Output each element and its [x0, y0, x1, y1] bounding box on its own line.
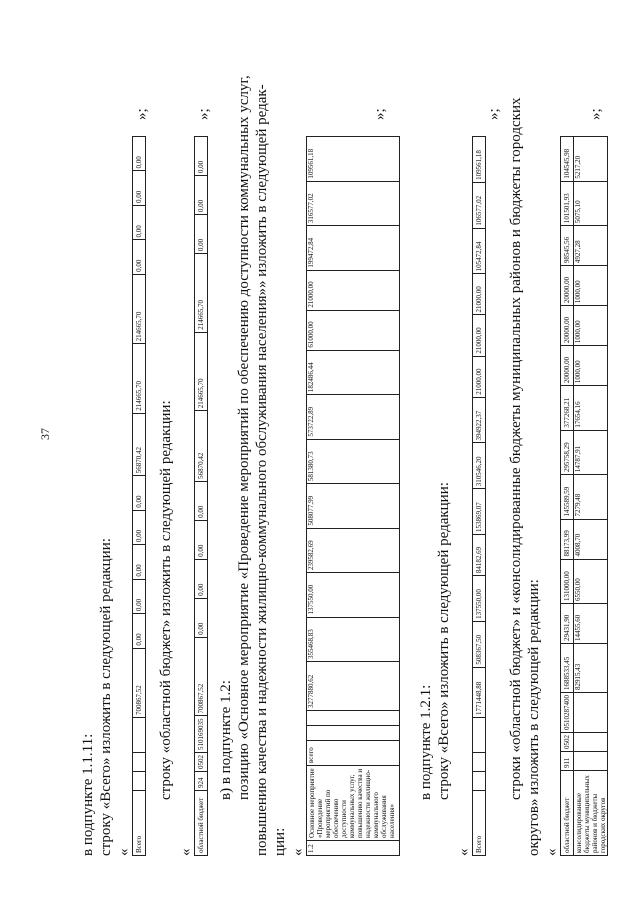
table-cell: 510169035	[195, 716, 208, 753]
table-cell: 109561,18	[473, 137, 486, 183]
table-cell: Всего	[473, 791, 486, 856]
table-cell: 20000,00	[561, 306, 574, 346]
table-cell: 84182,69	[473, 535, 486, 576]
table-cell: 911	[561, 752, 574, 771]
table-cell	[473, 718, 486, 753]
open-quote: «	[456, 848, 472, 856]
instruction-text: строки «областной бюджет» и «консолидированные бюджеты муниципальных районов и бюджеты городских	[508, 97, 524, 800]
table-vsego-121	[472, 136, 486, 856]
instruction-text: повышению качества и надежности жилищно-коммунального обслуживания населения»» изложить в следующей редак-	[254, 84, 270, 856]
table-cell: 0,00	[133, 510, 146, 544]
table-cell: 1000,00	[574, 306, 608, 346]
open-quote: «	[290, 848, 306, 856]
subpoint-heading: в) в подпункте 1.2:	[218, 680, 234, 800]
table-cell: 0502	[195, 753, 208, 772]
table-row	[574, 137, 608, 856]
table-osnovnoe-12	[306, 136, 400, 856]
table-cell: 5217,20	[574, 137, 608, 182]
table-cell: 21000,00	[473, 274, 486, 315]
table-cell: 0,00	[133, 171, 146, 205]
table-cell: 182486,44	[307, 350, 400, 394]
table-cell: 355468,83	[307, 617, 400, 661]
table-cell: 21000,00	[473, 356, 486, 397]
table-cell: 145589,59	[561, 475, 574, 519]
table-cell: 17654,16	[574, 386, 608, 430]
table-cell: 394922,37	[473, 397, 486, 443]
table-cell: 0,00	[133, 205, 146, 239]
table-cell: 56870,42	[195, 411, 208, 482]
table-cell: 1000,00	[574, 346, 608, 386]
rotated-page	[72, 60, 632, 860]
table-cell: Основное мероприятие «Проведение мероприятий по обеспечению доступности коммунальных услуг, повышению качества и надежности жилищно-коммунального обслуживания населения»	[307, 766, 400, 841]
table-cell: 137550,00	[473, 576, 486, 622]
page-number: 37	[38, 428, 52, 440]
table-cell	[133, 718, 146, 753]
table-cell: 14455,60	[574, 604, 608, 644]
table-cell	[574, 693, 608, 733]
close-quote: »;	[486, 108, 502, 120]
table-cell	[473, 772, 486, 791]
table-cell: 1.2	[307, 841, 400, 856]
table-cell: всего	[307, 741, 400, 766]
table-cell: 924	[195, 772, 208, 791]
instruction-text: позицию «Основное мероприятие «Проведение мероприятий по обеспечению доступности коммунальных услуг,	[236, 75, 252, 800]
table-cell: 295758,29	[561, 430, 574, 474]
table-cell: 1000,00	[574, 266, 608, 306]
table-cell	[307, 726, 400, 741]
table-cell: 0,00	[195, 520, 208, 559]
table-cell: 508367,50	[473, 621, 486, 667]
table-cell: 377268,21	[561, 386, 574, 430]
table-cell: 214665,70	[195, 254, 208, 333]
table-oblastnoy-111	[194, 136, 208, 856]
table-cell: 310546,20	[473, 443, 486, 489]
table-cell: 1771448,88	[473, 667, 486, 717]
subpoint-heading: в подпункте 1.2.1:	[418, 684, 434, 800]
table-cell: 104545,98	[561, 137, 574, 182]
table-cell	[133, 772, 146, 791]
table-cell: 0,00	[195, 215, 208, 254]
table-cell: 0,00	[133, 240, 146, 274]
table-cell: 5075,10	[574, 181, 608, 225]
instruction-text: строку «областной бюджет» изложить в следующей редакции:	[158, 400, 174, 800]
table-row	[561, 137, 574, 856]
instruction-text: округов» изложить в следующей редакции:	[526, 579, 542, 856]
table-cell: 88173,99	[561, 519, 574, 559]
table-cell: 508077,99	[307, 484, 400, 528]
table-cell: 56870,42	[133, 413, 146, 475]
table-cell: 199472,84	[307, 226, 400, 270]
table-cell: 0,00	[195, 598, 208, 637]
table-cell: 0502	[561, 733, 574, 752]
table-cell: 214665,70	[133, 344, 146, 413]
table-cell: консолидированные бюджеты муниципальных районов и бюджеты городских округов	[574, 771, 608, 856]
table-cell: 101501,93	[561, 181, 574, 225]
table-cell: 700867,52	[133, 648, 146, 717]
table-cell: 214665,70	[195, 332, 208, 411]
close-quote: »;	[196, 108, 212, 120]
table-cell	[473, 753, 486, 772]
table-cell: 82915,43	[574, 644, 608, 693]
table-cell: 0,00	[133, 545, 146, 579]
table-cell: областной бюджет	[195, 791, 208, 856]
close-quote: »;	[372, 108, 388, 120]
table-cell: 109561,18	[307, 137, 400, 182]
table-cell: 573722,89	[307, 395, 400, 439]
table-cell	[574, 752, 608, 771]
table-cell: 21000,00	[307, 270, 400, 310]
subpoint-heading: в подпункте 1.1.11:	[80, 733, 96, 856]
table-cell: 153869,07	[473, 489, 486, 535]
table-last-rows	[560, 136, 608, 856]
table-cell: 0,00	[195, 559, 208, 598]
table-cell: 4927,28	[574, 226, 608, 266]
table-cell: 131000,00	[561, 559, 574, 603]
table-cell: 0510287400	[561, 693, 574, 733]
table-cell: 316577,02	[307, 181, 400, 225]
table-cell	[574, 733, 608, 752]
table-cell: 581380,73	[307, 439, 400, 483]
table-cell: 98545,56	[561, 226, 574, 266]
table-cell: 0,00	[195, 481, 208, 520]
table-cell: 700867,52	[195, 637, 208, 716]
table-cell: 14787,91	[574, 430, 608, 474]
close-quote: »;	[588, 108, 604, 120]
table-cell: 20000,00	[561, 346, 574, 386]
table-cell: 105472,84	[473, 228, 486, 274]
table-cell: 0,00	[133, 579, 146, 613]
instruction-text: строку «Всего» изложить в следующей редакции:	[436, 482, 452, 800]
instruction-text: строку «Всего» изложить в следующей редакции:	[98, 538, 114, 856]
table-cell: 7279,48	[574, 475, 608, 519]
table-cell: 3277880,62	[307, 662, 400, 711]
close-quote: »;	[134, 108, 150, 120]
table-cell: 29431,90	[561, 604, 574, 644]
instruction-text: ции:	[272, 827, 288, 856]
table-cell: Всего	[133, 791, 146, 856]
table-cell: 20000,00	[561, 266, 574, 306]
open-quote: «	[116, 848, 132, 856]
table-cell	[133, 753, 146, 772]
table-cell: 0,00	[195, 176, 208, 215]
table-cell: 0,00	[195, 137, 208, 176]
open-quote: «	[178, 848, 194, 856]
table-cell: 137550,00	[307, 573, 400, 617]
open-quote: «	[544, 848, 560, 856]
table-cell	[307, 711, 400, 726]
table-vsego-111	[132, 136, 146, 856]
table-cell: областной бюджет	[561, 771, 574, 856]
table-cell: 6550,00	[574, 559, 608, 603]
table-cell: 214665,70	[133, 274, 146, 343]
table-cell: 239582,69	[307, 528, 400, 572]
table-cell: 0,00	[133, 614, 146, 648]
table-cell: 0,00	[133, 137, 146, 172]
table-cell: 106577,02	[473, 182, 486, 228]
table-cell: 4008,70	[574, 519, 608, 559]
table-cell: 61000,00	[307, 310, 400, 350]
table-cell: 0,00	[133, 476, 146, 510]
table-cell: 21000,00	[473, 315, 486, 356]
table-cell: 1688533,45	[561, 644, 574, 693]
